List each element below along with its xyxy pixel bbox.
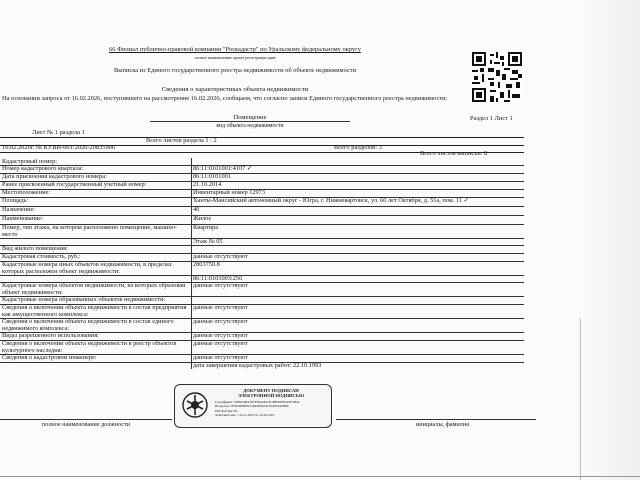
row-value: данные отсутствуют (193, 318, 248, 325)
row-value: Этаж № 05 (193, 238, 223, 245)
row-value: дата завершения кадастровых работ: 22.10.1993 (193, 362, 322, 369)
extract-title: Выписка из Единого государственного реестра недвижимости об объекте недвижимости (113, 67, 356, 74)
row-label: Сведения о включении объекта недвижимости в состав предприятия как имущественного комплекса: (2, 304, 187, 318)
org-name: 66 Филиал публично-правовой компании "Роскадастр" по Уральскому федеральному округу (109, 46, 361, 53)
row-label: Вид жилого помещения: (2, 245, 68, 252)
table-divider (191, 158, 192, 369)
row-label: Номер, тип этажа, на котором расположено помещение, машино-место (2, 224, 177, 238)
table-row (0, 318, 524, 333)
name-line (336, 419, 536, 420)
position-caption: полное наименование должности (42, 421, 130, 428)
row-label: Назначение: (2, 206, 35, 213)
sheet-label: Лист № 1 раздела 1 (32, 129, 85, 136)
row-value: данные отсутствуют (193, 354, 248, 361)
emblem-icon (181, 391, 209, 419)
row-value: 40 (193, 206, 200, 213)
object-kind-caption: вид объекта недвижимости (216, 123, 284, 129)
intro-text: На основании запроса от 16.02.2026, поступившего на рассмотрение 16.02.2026, сообщаем, что согласно записи Единого государственного реестра недвижимости: (2, 95, 448, 102)
row-label: Ранее присвоенный государственный учетный номер: (2, 181, 147, 188)
row-label: Сведения о включении объекта недвижимости в реестр объектов культурного наследия: (2, 340, 177, 354)
row-label: Кадастровый номер: (2, 158, 58, 165)
row-label: Дата присвоения кадастрового номера: (2, 173, 107, 180)
object-kind: Помещение (150, 114, 350, 122)
row-value: Инвентарный номер 12973 (193, 189, 265, 196)
row-label: Кадастровые номера иных объектов недвижимости, в пределах которых расположен объект недвижимости: (2, 261, 172, 275)
date-number: 16.02.2026г. № КУВИ-001/2026-20835906 (2, 144, 116, 151)
section-number: Раздел 1 Лист 1 (470, 115, 513, 122)
qr-code (472, 52, 522, 102)
table-row (0, 340, 524, 355)
row-value: Ханты-Мансийский автономный округ - Югра, г. Нижневартовск, ул. 60 лет Октября, д. 51а, пом. 11 ✓ (193, 197, 469, 204)
row-label: Виды разрешенного использования: (2, 332, 99, 339)
row-value: Жилое (193, 215, 212, 222)
row-value: Квартира (193, 224, 219, 231)
row-label: Номер кадастрового квартала: (2, 165, 84, 172)
page-fold (580, 318, 581, 480)
row-label: Кадастровая стоимость, руб.: (2, 253, 81, 260)
row-label: Сведения о кадастровом инженере: (2, 354, 97, 361)
table-row (0, 282, 524, 297)
row-label: Площадь: (2, 197, 29, 204)
stamp-details: Сертификат: 00B1E4B47D7FD0AB12E1BB309F0A9F5B44 Владелец: ПУБЛИЧНО-ПРАВОВАЯ КОМПАНИЯ РОСКАДАСТР Действителен: с 24.11.2025 по 19.02.2027 (215, 400, 300, 418)
row-label: Местоположение: (2, 189, 50, 196)
total-sheets: Всего листов выписки: 8 (420, 150, 488, 157)
name-caption: инициалы, фамилия (416, 421, 469, 428)
row-value: 21.10.2014 (193, 181, 222, 188)
total-sheets-section: Всего листов раздела 1 : 2 (146, 137, 217, 144)
table-row (0, 224, 524, 239)
row-value: 86:11:0101001 (193, 173, 231, 180)
row-value: 2803750.8 (193, 261, 220, 268)
row-label: Кадастровые номера образованных объектов недвижимости: (2, 296, 166, 303)
table-row (0, 261, 524, 276)
org-caption: полное наименование органа регистрации прав (194, 55, 276, 60)
e-signature-stamp (174, 384, 332, 428)
sheet-row-1 (0, 130, 524, 138)
row-value: данные отсутствуют (193, 253, 248, 260)
total-sections: Всего разделов: 3 (334, 144, 382, 151)
table-row (0, 304, 524, 319)
stamp-title: ДОКУМЕНТ ПОДПИСАН ЭЛЕКТРОННОЙ ПОДПИСЬЮ (237, 388, 305, 398)
row-label: Наименование: (2, 215, 43, 222)
page-edge (576, 0, 640, 480)
row-label: Сведения о включении объекта недвижимости в состав единого недвижимого комплекса: (2, 318, 174, 332)
position-line (0, 419, 172, 420)
row-value: данные отсутствуют (193, 340, 248, 347)
row-value: данные отсутствуют (193, 332, 248, 339)
row-value: данные отсутствуют (193, 304, 248, 311)
section-title: Сведения о характеристиках объекта недвижимости (161, 86, 309, 93)
row-value: данные отсутствуют (193, 282, 248, 289)
table-row (0, 362, 524, 369)
row-value: 86:11:0101001:4107 ✓ (193, 165, 253, 172)
bottom-edge (0, 476, 640, 477)
sheet-row-3 (0, 144, 524, 157)
row-value: 86:11:0103003:256 (193, 275, 243, 282)
row-label: Кадастровые номера объектов недвижимости, из которых образован объект недвижимости: (2, 282, 186, 296)
